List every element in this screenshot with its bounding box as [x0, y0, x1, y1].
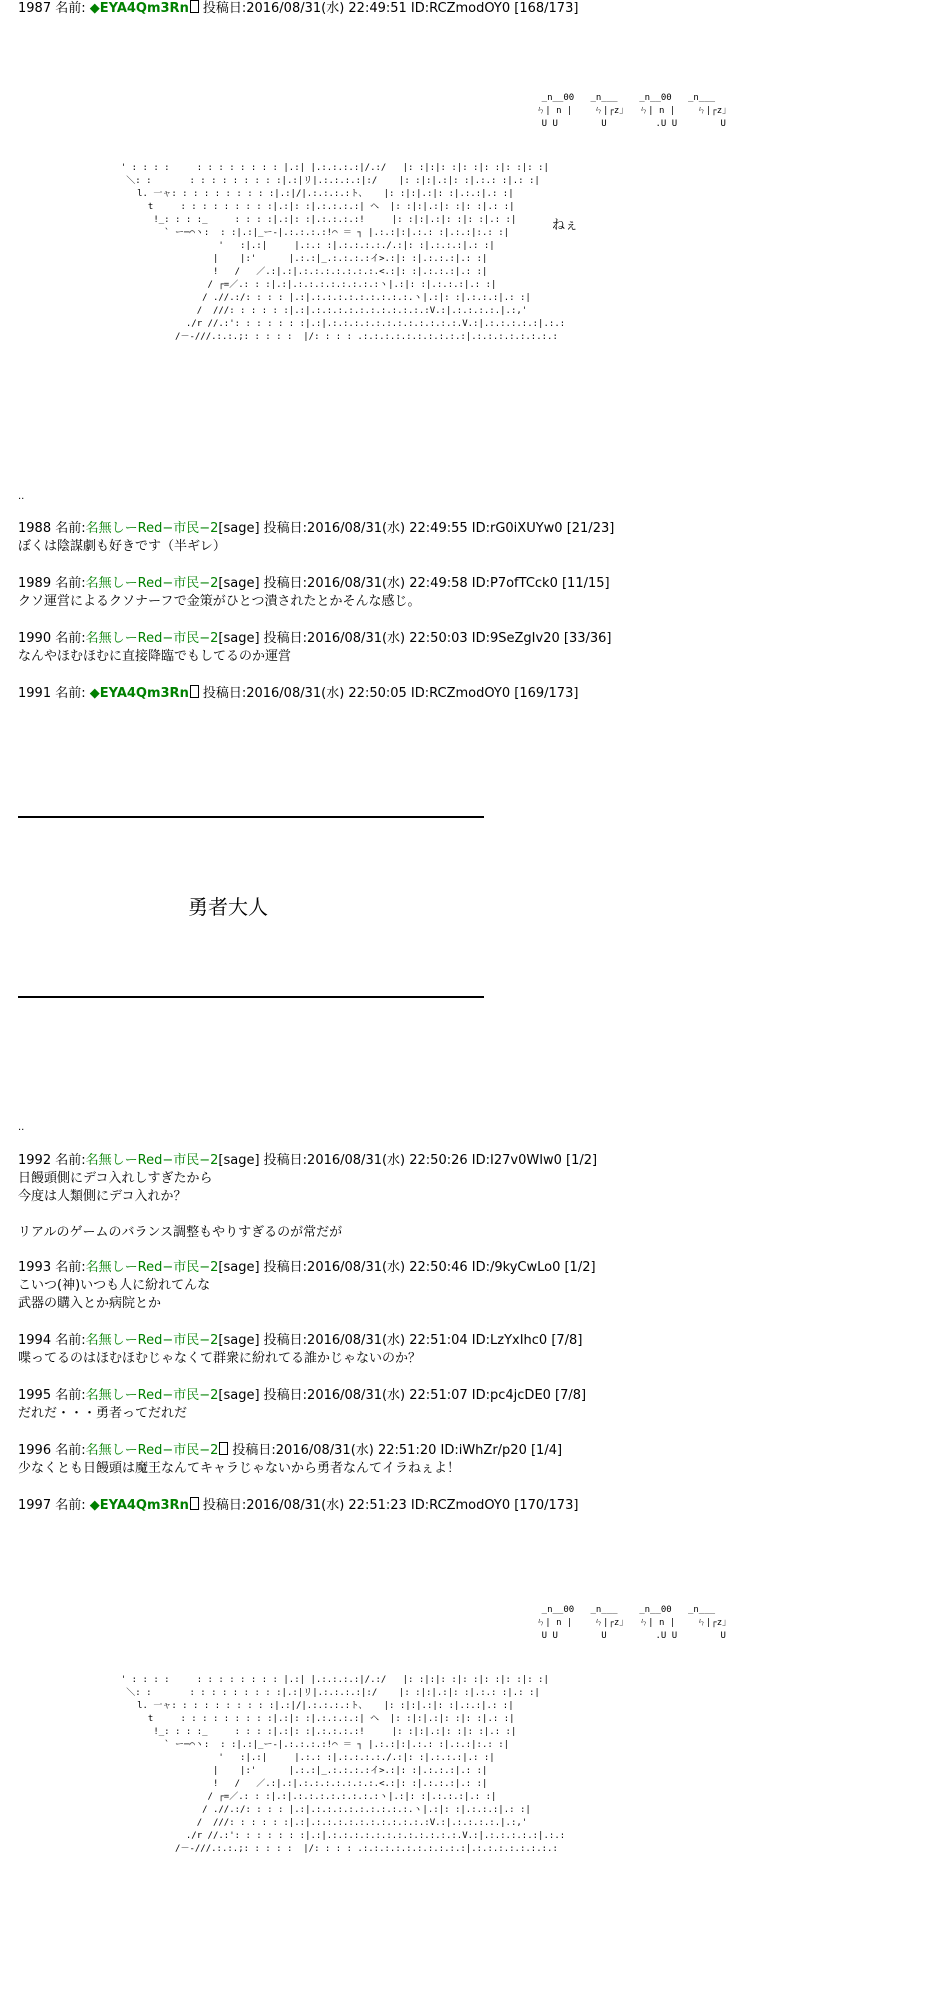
- name-label: 名前:: [55, 1498, 86, 1513]
- box-icon: [190, 0, 199, 13]
- post-header-1994: [18, 1332, 582, 1350]
- poster-name[interactable]: 名無しーRed−市民−2: [85, 1153, 219, 1168]
- post-header-1993: [18, 1259, 596, 1277]
- sage-tag: [sage]: [218, 1333, 260, 1348]
- poster-name[interactable]: 名無しーRed−市民−2: [85, 631, 219, 646]
- sage-tag: [sage]: [218, 631, 260, 646]
- post-body-1996: 少なくとも日饅頭は魔王なんてキャラじゃないから勇者なんてイラねぇよ！: [18, 1461, 461, 1476]
- divider-line: [18, 996, 484, 998]
- post-body-1994: 喋ってるのはほむほむじゃなくて群衆に紛れてる誰かじゃないのか？: [18, 1351, 422, 1366]
- poster-name[interactable]: 名無しーRed−市民−2: [85, 1333, 219, 1348]
- dot-mark: ..: [18, 491, 25, 502]
- sage-tag: [sage]: [218, 1388, 260, 1403]
- poster-name[interactable]: 名無しーRed−市民−2: [85, 576, 219, 591]
- name-label: 名前:: [55, 686, 86, 701]
- post-header-1997: [18, 1497, 578, 1515]
- post-number: 1992: [18, 1153, 52, 1168]
- post-meta: 投稿日:2016/08/31(水) 22:49:51 ID:RCZmodOY0 [168/173]: [202, 1, 579, 16]
- post-header-1992: [18, 1152, 597, 1170]
- section-title: 勇者大人: [188, 895, 268, 919]
- ascii-art-top: _n__00 _n___ _n__00 _n___ ㄣ| n | ㄣ|┌z」 ㄣ| n | ㄣ|┌z」 U U U .U U U: [536, 1605, 732, 1641]
- name-label: 名前:: [55, 1443, 86, 1458]
- post-meta: 投稿日:2016/08/31(水) 22:50:26 ID:I27v0WIw0 [1/2]: [263, 1153, 598, 1168]
- poster-name[interactable]: 名無しーRed−市民−2: [85, 1260, 219, 1275]
- post-number: 1987: [18, 1, 52, 16]
- post-number: 1997: [18, 1498, 52, 1513]
- post-number: 1995: [18, 1388, 52, 1403]
- post-meta: 投稿日:2016/08/31(水) 22:49:58 ID:P7ofTCck0 [11/15]: [263, 576, 610, 591]
- post-meta: 投稿日:2016/08/31(水) 22:51:23 ID:RCZmodOY0 [170/173]: [202, 1498, 579, 1513]
- post-header-1987: [18, 0, 578, 18]
- divider-line: [18, 816, 484, 818]
- poster-name[interactable]: 名無しーRed−市民−2: [85, 1443, 219, 1458]
- post-meta: 投稿日:2016/08/31(水) 22:50:05 ID:RCZmodOY0 [169/173]: [202, 686, 579, 701]
- post-body-1993: こいつ(神)いつも人に紛れてんな 武器の購入とか病院とか: [18, 1278, 211, 1311]
- box-icon: [190, 685, 199, 698]
- post-body-1990: なんやほむほむに直接降臨でもしてるのか運営: [18, 649, 292, 664]
- post-body-1989: クソ運営によるクソナーフで金策がひとつ潰されたとかそんな感じ。: [18, 594, 421, 609]
- post-header-1989: [18, 575, 610, 593]
- dot-mark: ..: [18, 1122, 25, 1133]
- aside-text: ねぇ: [552, 218, 579, 233]
- post-meta: 投稿日:2016/08/31(水) 22:51:20 ID:iWhZr/p20 [1/4]: [232, 1443, 563, 1458]
- ascii-art-figure: ' : : : : : : : : : : : : |.:| |.:.:.:.:|/.:/ |: :|:|: :|: :|: :|: :|: :| ＼: : : : : : : : : : :|.:|リ|.:.:.:.:|:/ |: :|:|.:|: :|.:.: :|.: :| l. 一ャ: : : : : : : : : :|.:|/|.:.:.:.:ト、 |: :|:|.:|: :|.:.:|.: :| t : : : : : : : : :|.:|: :|.:.:.:.:| ヘ |: :|:|.:|: :|: :|.: :| !_: : : :_ : : : :|.:|: :|.:.:.:.:! |: :|:|.:|: :|: :|.: :| ` ー─⌒ヽ: : :|.:|_ー-|.:.:.:.:!⌒ ＝ ┐ |.:.:|:|.:.: :|.:.:|:.: :| ' :|.:| |.:.: :|.:.:.:.:./.:|: :|.:.:.:|.: :| | |:' |.:.:|_.:.:.:.:イ>.:|: :|.:.:.:|.: :| ! / ／.:|.:|.:.:.:.:.:.:.:.<.:|: :|.:.:.:|.: :| / ┌=／.: : :|.:|.:.:.:.:.:.:.:.:ヽ|.:|: :|.:.:.:|.: :| / .//.:/: : : : |.:|.:.:.:.:.:.:.:.:.:.ヽ|.:|: :|.:.:.:|.: :| / ///: : : : : :|.:|.:.:.:.:.:.:.:.:.:.:.:V.:|.:.:.:.:.|.:,' ./r //.:': : : : : : :|.:|.:.:.:.:.:.:.:.:.:.:.:.:.V.:|.:.:.:.:.:|.:.: /－-///.:.:.;: : : : : |/: : : : .:.:.:.:.:.:.:.:.:.:|.:.:.:.:.:.:.:.:: [120, 1675, 566, 1854]
- sage-tag: [sage]: [218, 576, 260, 591]
- post-number: 1989: [18, 576, 52, 591]
- poster-name[interactable]: 名無しーRed−市民−2: [85, 1388, 219, 1403]
- post-header-1996: [18, 1442, 562, 1460]
- poster-name[interactable]: ◆EYA4Qm3Rn: [89, 686, 189, 701]
- name-label: 名前:: [55, 521, 86, 536]
- post-number: 1990: [18, 631, 52, 646]
- poster-name[interactable]: ◆EYA4Qm3Rn: [89, 1498, 189, 1513]
- name-label: 名前:: [55, 1388, 86, 1403]
- ascii-art-top: _n__00 _n___ _n__00 _n___ ㄣ| n | ㄣ|┌z」 ㄣ| n | ㄣ|┌z」 U U U .U U U: [536, 93, 732, 129]
- sage-tag: [sage]: [218, 1260, 260, 1275]
- post-meta: 投稿日:2016/08/31(水) 22:51:04 ID:LzYxIhc0 [7/8]: [263, 1333, 583, 1348]
- box-icon: [219, 1442, 228, 1455]
- post-number: 1996: [18, 1443, 52, 1458]
- post-number: 1991: [18, 686, 52, 701]
- sage-tag: [sage]: [218, 521, 260, 536]
- post-header-1995: [18, 1387, 586, 1405]
- post-number: 1994: [18, 1333, 52, 1348]
- post-number: 1988: [18, 521, 52, 536]
- name-label: 名前:: [55, 576, 86, 591]
- post-body-1995: だれだ・・・勇者ってだれだ: [18, 1406, 188, 1421]
- post-header-1991: [18, 685, 578, 703]
- name-label: 名前:: [55, 1, 86, 16]
- post-meta: 投稿日:2016/08/31(水) 22:50:46 ID:/9kyCwLo0 [1/2]: [263, 1260, 596, 1275]
- sage-tag: [sage]: [218, 1153, 260, 1168]
- post-body-1988: ぼくは陰謀劇も好きです（半ギレ）: [18, 539, 226, 554]
- post-meta: 投稿日:2016/08/31(水) 22:50:03 ID:9SeZgIv20 [33/36]: [263, 631, 612, 646]
- poster-name[interactable]: 名無しーRed−市民−2: [85, 521, 219, 536]
- post-meta: 投稿日:2016/08/31(水) 22:49:55 ID:rG0iXUYw0 [21/23]: [263, 521, 615, 536]
- name-label: 名前:: [55, 1333, 86, 1348]
- name-label: 名前:: [55, 1153, 86, 1168]
- post-body-1992: 日饅頭側にデコ入れしすぎたから 今度は人類側にデコ入れか？ リアルのゲームのバランス調整もやりすぎるのが常だが: [18, 1171, 343, 1240]
- poster-name[interactable]: ◆EYA4Qm3Rn: [89, 1, 189, 16]
- box-icon: [190, 1497, 199, 1510]
- name-label: 名前:: [55, 1260, 86, 1275]
- post-number: 1993: [18, 1260, 52, 1275]
- post-meta: 投稿日:2016/08/31(水) 22:51:07 ID:pc4jcDE0 [7/8]: [263, 1388, 587, 1403]
- post-header-1990: [18, 630, 612, 648]
- ascii-art-figure: ' : : : : : : : : : : : : |.:| |.:.:.:.:|/.:/ |: :|:|: :|: :|: :|: :|: :| ＼: : : : : : : : : : :|.:|リ|.:.:.:.:|:/ |: :|:|.:|: :|.:.: :|.: :| l. 一ャ: : : : : : : : : :|.:|/|.:.:.:.:ト、 |: :|:|.:|: :|.:.:|.: :| t : : : : : : : : :|.:|: :|.:.:.:.:| ヘ |: :|:|.:|: :|: :|.: :| !_: : : :_ : : : :|.:|: :|.:.:.:.:! |: :|:|.:|: :|: :|.: :| ` ー─⌒ヽ: : :|.:|_ー-|.:.:.:.:!⌒ ＝ ┐ |.:.:|:|.:.: :|.:.:|:.: :| ' :|.:| |.:.: :|.:.:.:.:./.:|: :|.:.:.:|.: :| | |:' |.:.:|_.:.:.:.:イ>.:|: :|.:.:.:|.: :| ! / ／.:|.:|.:.:.:.:.:.:.:.<.:|: :|.:.:.:|.: :| / ┌=／.: : :|.:|.:.:.:.:.:.:.:.:ヽ|.:|: :|.:.:.:|.: :| / .//.:/: : : : |.:|.:.:.:.:.:.:.:.:.:.ヽ|.:|: :|.:.:.:|.: :| / ///: : : : : :|.:|.:.:.:.:.:.:.:.:.:.:.:V.:|.:.:.:.:.|.:,' ./r //.:': : : : : : :|.:|.:.:.:.:.:.:.:.:.:.:.:.:.V.:|.:.:.:.:.:|.:.: /－-///.:.:.;: : : : : |/: : : : .:.:.:.:.:.:.:.:.:.:|.:.:.:.:.:.:.:.:: [120, 163, 566, 342]
- name-label: 名前:: [55, 631, 86, 646]
- post-header-1988: [18, 520, 614, 538]
